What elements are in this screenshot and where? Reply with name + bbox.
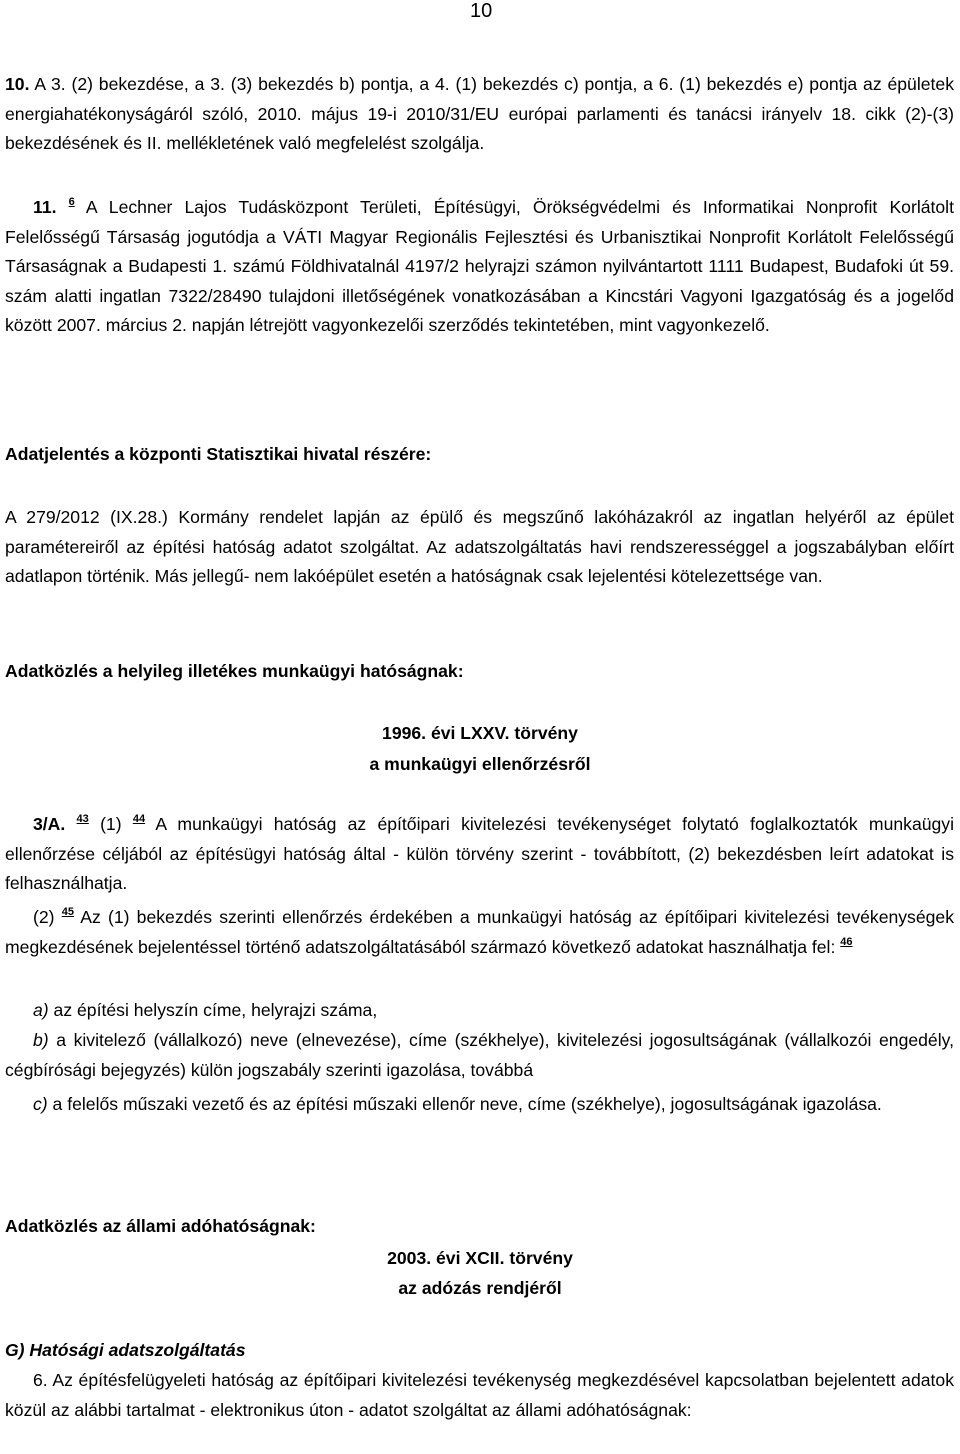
section-statistics-text: A 279/2012 (IX.28.) Kormány rendelet lapján az épülő és megszűnő lakóházakról az ingatlan helyéről az épület paramétereiről az építési hatóság adatot szolgáltat. Az adatszolgáltatás havi rendszerességgel a jogszabályban előírt adatlapon történik. Más jellegű- nem lakóépület esetén a hatóságnak csak lejelentési kötelezettsége van. bbox=[5, 507, 954, 587]
paragraph-text: A Lechner Lajos Tudásközpont Területi, Építésügyi, Örökségvédelmi és Informatikai Nonprofit Korlátolt Felelősségű Társaság jogutódja a VÁTI Magyar Regionális Fejlesztési és Urbanisztikai Nonprofit Korlátolt Felelősségű Társaságnak a Budapesti 1. számú Földhivatalnál 4197/2 helyrajzi számon nyilvántartott 1111 Budapest, Budafoki út 59. szám alatti ingatlan 7322/28490 tulajdoni illetőségének vonatkozásában a Kincstári Vagyoni Igazgatóság és a jogelőd között 2007. március 2. napján létrejött vagyonkezelői szerződés tekintetében, mint vagyonkezelő. bbox=[5, 197, 954, 336]
section-heading-tax: Adatközlés az állami adóhatóságnak: bbox=[5, 1216, 316, 1236]
subsection-number: (1) bbox=[100, 814, 122, 834]
subheading-g: G) Hatósági adatszolgáltatás bbox=[5, 1340, 246, 1360]
paragraph-10 bbox=[5, 70, 954, 159]
section-heading-labor: Adatközlés a helyileg illetékes munkaügyi hatóságnak: bbox=[5, 661, 464, 681]
law-title-labor: 1996. évi LXXV. törvény bbox=[382, 723, 578, 743]
labor-item-a bbox=[5, 996, 954, 1026]
tax-paragraph-6 bbox=[5, 1366, 954, 1425]
item-label: a) bbox=[33, 1000, 49, 1020]
footnote-ref[interactable]: 44 bbox=[132, 813, 146, 825]
law-title-tax: 2003. évi XCII. törvény bbox=[387, 1248, 573, 1268]
paragraph-number: 10. bbox=[5, 74, 30, 94]
law-subtitle-tax: az adózás rendjéről bbox=[398, 1278, 562, 1298]
paragraph-text: A 3. (2) bekezdése, a 3. (3) bekezdés b) pontja, a 4. (1) bekezdés c) pontja, a 6. (1) bekezdés e) pontja az épületek energiahatékonyságáról szóló, 2010. május 19-i 2010/31/EU európai parlamenti és tanácsi irányelv 18. cikk (2)-(3) bekezdésének és II. mellékletének való megfelelést szolgálja. bbox=[5, 74, 954, 154]
item-text: az építési helyszín címe, helyrajzi száma, bbox=[53, 1000, 378, 1020]
page-number: 10 bbox=[470, 0, 493, 22]
paragraph-text: A munkaügyi hatóság az építőipari kivitelezési tevékenységet folytató foglalkoztatók munkaügyi ellenőrzése céljából az építésügyi hatóság által - külön törvény szerint - továbbított, (2) bekezdésben leírt adatokat is felhasználhatja. bbox=[5, 814, 955, 894]
labor-item-c bbox=[5, 1090, 954, 1120]
paragraph-11 bbox=[5, 193, 954, 341]
footnote-ref[interactable]: 45 bbox=[61, 906, 74, 918]
footnote-ref[interactable]: 43 bbox=[76, 813, 89, 825]
paragraph-number: 3/A. bbox=[33, 814, 66, 834]
paragraph-number: 11. bbox=[33, 197, 57, 217]
footnote-ref[interactable]: 6 bbox=[68, 196, 75, 208]
item-text: a kivitelező (vállalkozó) neve (elnevezése), címe (székhelye), kivitelezési jogosultságának (vállalkozói engedély, cégbírósági bejegyzés) külön jogszabály szerinti igazolása, továbbá bbox=[5, 1030, 955, 1080]
item-text: a felelős műszaki vezető és az építési műszaki ellenőr neve, címe (székhelye), jogosultságának igazolása. bbox=[52, 1094, 882, 1114]
subsection-number: (2) bbox=[33, 907, 55, 927]
footnote-ref[interactable]: 46 bbox=[840, 935, 853, 948]
paragraph-text: 6. Az építésfelügyeleti hatóság az építőipari kivitelezési tevékenység megkezdésével kapcsolatban bejelentett adatok közül az alábbi tartalmat - elektronikus úton - adatot szolgáltat az állami adóhatóságnak: bbox=[5, 1370, 954, 1420]
paragraph-text: Az (1) bekezdés szerinti ellenőrzés érdekében a munkaügyi hatóság az építőipari kivitelezési tevékenységek megkezdésének bejelentéssel történő adatszolgáltatásából származó következő adatokat használhatja fel: bbox=[5, 907, 955, 957]
section-heading-statistics: Adatjelentés a központi Statisztikai hivatal részére: bbox=[5, 444, 432, 464]
labor-paragraph-2 bbox=[5, 903, 954, 962]
item-label: b) bbox=[33, 1030, 49, 1050]
item-label: c) bbox=[33, 1094, 48, 1114]
law-subtitle-labor: a munkaügyi ellenőrzésről bbox=[369, 754, 591, 774]
labor-item-b bbox=[5, 1026, 954, 1085]
labor-paragraph-1 bbox=[5, 810, 954, 899]
